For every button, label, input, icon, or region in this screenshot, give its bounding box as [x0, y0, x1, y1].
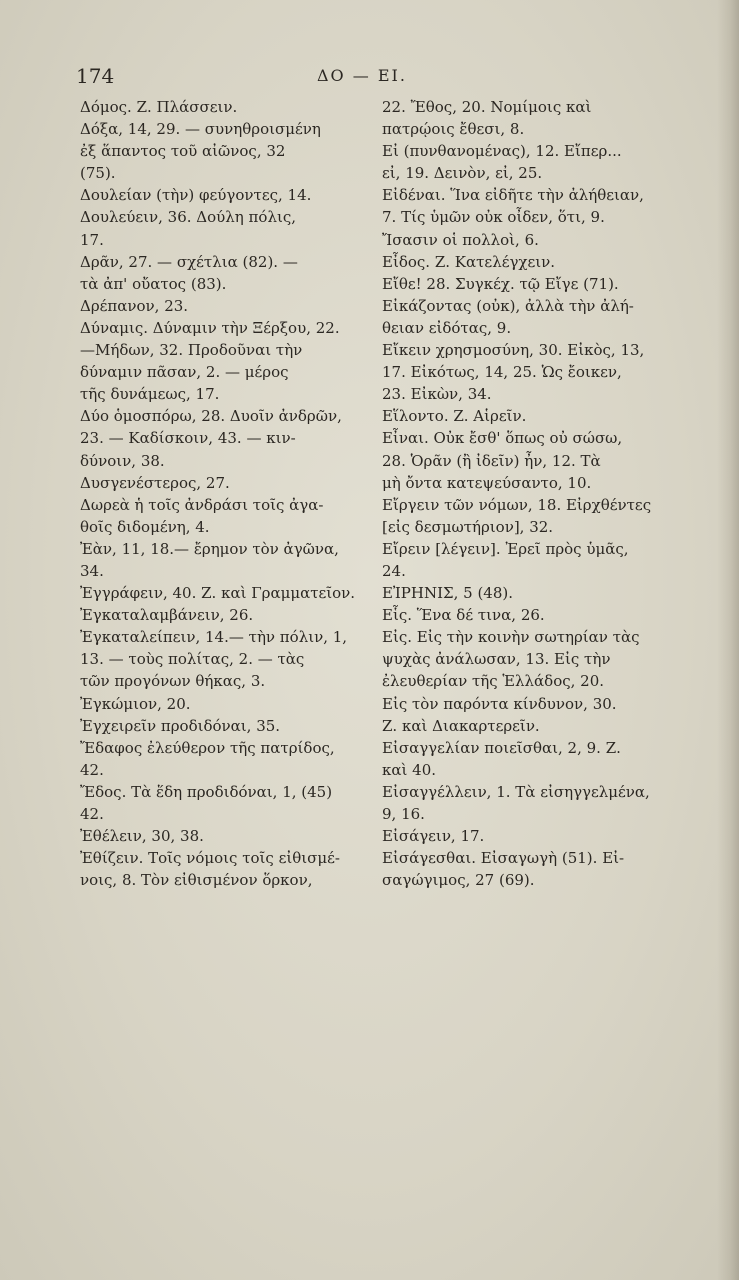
index-entry: [80, 604, 380, 626]
index-entry: [382, 339, 704, 405]
index-entry-line: Εἰ (πυνθανομένας), 12. Εἴπερ...: [382, 142, 622, 161]
index-entry: [382, 96, 704, 140]
index-entry-line: ΕἸΡΗΝΙΣ, 5 (48).: [382, 584, 514, 603]
index-entry: [80, 295, 380, 317]
index-entry-line: τὰ ἀπ' οὔατος (83).: [80, 274, 227, 293]
index-entry: [382, 273, 704, 295]
index-entry-line: Δωρεὰ ἡ τοῖς ἀνδράσι τοῖς ἀγα-: [80, 495, 324, 514]
index-entry: [80, 715, 380, 737]
index-entry-line: 17.: [80, 230, 104, 249]
index-entry-line: Εἰσάγεσθαι. Εἰσαγωγὴ (51). Εἰ-: [382, 849, 625, 868]
index-entry-line: δύναμιν πᾶσαν, 2. — μέρος: [80, 363, 289, 382]
index-entry-line: 7. Τίς ὑμῶν οὐκ οἶδεν, ὅτι, 9.: [382, 208, 605, 227]
index-entry-line: 28. Ὁρᾶν (ἢ ἰδεῖν) ἦν, 12. Τὰ: [382, 451, 601, 470]
index-entry-line: 13. — τοὺς πολίτας, 2. — τὰς: [80, 650, 305, 669]
index-entry-line: θειαν εἰδότας, 9.: [382, 318, 512, 337]
index-entry: [80, 118, 380, 184]
index-entry: [382, 582, 704, 604]
index-entry-line: Εἴθε! 28. Συγκέχ. τῷ Εἴγε (71).: [382, 274, 619, 293]
index-entry-line: (75).: [80, 164, 116, 183]
index-entry-line: καὶ 40.: [382, 760, 437, 779]
index-entry-line: Δύναμις. Δύναμιν τὴν Ξέρξου, 22.: [80, 318, 340, 337]
index-entry-line: θοῖς διδομένη, 4.: [80, 517, 210, 536]
index-entry: [382, 405, 704, 427]
index-entry-line: Δρᾶν, 27. — σχέτλια (82). —: [80, 252, 298, 271]
index-entry: [382, 825, 704, 847]
index-entry-line: 17. Εἰκότως, 14, 25. Ὡς ἔοικεν,: [382, 363, 622, 382]
index-entry-line: 34.: [80, 561, 104, 580]
index-entry-line: Εἰκάζοντας (οὐκ), ἀλλὰ τὴν ἀλή-: [382, 296, 634, 315]
index-entry-line: Ἐθέλειν, 30, 38.: [80, 827, 204, 846]
index-entry-line: Εἰσαγγέλλειν, 1. Τὰ εἰσηγγελμένα,: [382, 782, 650, 801]
index-entry-line: Εἶναι. Οὐκ ἔσθ' ὅπως οὐ σώσω,: [382, 429, 623, 448]
index-entry: [80, 626, 380, 692]
index-entry: [382, 604, 704, 626]
index-entry-line: Δυσγενέστερος, 27.: [80, 473, 230, 492]
index-entry-line: Ἔδος. Τὰ ἕδη προδιδόναι, 1, (45): [80, 782, 333, 801]
index-entry: [382, 781, 704, 825]
index-entry-line: Εἰσαγγελίαν ποιεῖσθαι, 2, 9. Ζ.: [382, 738, 621, 757]
index-entry: [80, 184, 380, 206]
index-entry-line: Ζ. καὶ Διακαρτερεῖν.: [382, 716, 540, 735]
index-entry-line: Ἐὰν, 11, 18.— ἔρημον τὸν ἀγῶνα,: [80, 539, 339, 558]
index-entry-line: Δουλεύειν, 36. Δούλη πόλις,: [80, 208, 296, 227]
index-entry-line: Ἐγγράφειν, 40. Ζ. καὶ Γραμματεῖον.: [80, 584, 356, 603]
index-entry-line: 42.: [80, 760, 104, 779]
index-entry: [80, 96, 380, 118]
index-entry: [80, 317, 380, 405]
index-entry-line: Εἵλοντο. Ζ. Αἱρεῖν.: [382, 407, 527, 426]
index-entry: [382, 251, 704, 273]
index-entry-line: 24.: [382, 561, 406, 580]
index-entry-line: Δόξα, 14, 29. — συνηθροισμένη: [80, 120, 321, 139]
index-entry: [80, 825, 380, 847]
index-entry: [80, 847, 380, 891]
index-entry-line: —Μήδων, 32. Προδοῦναι τὴν: [80, 341, 303, 360]
index-entry: [382, 184, 704, 250]
running-head: ΔΟ — ΕΙ.: [317, 66, 407, 85]
index-entry: [382, 737, 704, 781]
index-entry-line: Δουλείαν (τὴν) φεύγοντες, 14.: [80, 186, 312, 205]
index-entry: [80, 472, 380, 494]
index-entry-line: Εἷς. Ἕνα δέ τινα, 26.: [382, 606, 545, 625]
index-entry-line: ψυχὰς ἀνάλωσαν, 13. Εἰς τὴν: [382, 650, 611, 669]
index-column-left: [80, 96, 380, 891]
index-column-right: [382, 96, 704, 891]
index-entry: [80, 582, 380, 604]
index-entry: [80, 737, 380, 781]
index-entry: [80, 494, 380, 538]
index-entry-line: 23. Εἰκὼν, 34.: [382, 385, 492, 404]
index-entry-line: σαγώγιμος, 27 (69).: [382, 871, 535, 890]
index-entry-line: Ἐθίζειν. Τοῖς νόμοις τοῖς εἰθισμέ-: [80, 849, 340, 868]
index-entry-line: 9, 16.: [382, 805, 425, 823]
index-entry: [382, 626, 704, 736]
index-entry: [382, 295, 704, 339]
index-entry-line: 23. — Καδίσκοιν, 43. — κιν-: [80, 429, 296, 448]
index-entry-line: Εἰδέναι. Ἵνα εἰδῆτε τὴν ἀλήθειαν,: [382, 186, 644, 205]
index-entry-line: εἰ, 19. Δεινὸν, εἰ, 25.: [382, 164, 543, 183]
index-entry: [80, 206, 380, 250]
index-entry-line: Ἐγκαταλαμβάνειν, 26.: [80, 606, 254, 625]
index-entry-line: [εἰς δεσμωτήριον], 32.: [382, 517, 554, 536]
page-edge-shadow: [717, 0, 739, 1280]
index-entry-line: νοις, 8. Τὸν εἰθισμένον ὅρκον,: [80, 871, 313, 890]
page-header: [0, 64, 739, 92]
index-entry: [382, 494, 704, 538]
index-entry: [382, 140, 704, 184]
index-entry-line: Δύο ὁμοσπόρω, 28. Δυοῖν ἀνδρῶν,: [80, 407, 342, 426]
index-entry-line: τῆς δυνάμεως, 17.: [80, 385, 220, 404]
index-entry: [382, 427, 704, 493]
index-entry: [80, 781, 380, 825]
index-entry-line: Εἴργειν τῶν νόμων, 18. Εἰρχθέντες: [382, 495, 652, 514]
index-entry-line: πατρῴοις ἔθεσι, 8.: [382, 120, 525, 139]
index-entry-line: Ἐγχειρεῖν προδιδόναι, 35.: [80, 716, 281, 735]
index-entry-line: Εἴκειν χρησμοσύνη, 30. Εἰκὸς, 13,: [382, 341, 645, 360]
index-entry-line: Ἐγκαταλείπειν, 14.— τὴν πόλιν, 1,: [80, 628, 348, 647]
index-entry: [382, 847, 704, 891]
index-entry: [80, 251, 380, 295]
index-entry-line: Εἰς τὸν παρόντα κίνδυνον, 30.: [382, 694, 617, 713]
index-entry-line: Ἴσασιν οἱ πολλοὶ, 6.: [382, 230, 539, 249]
index-entry: [382, 538, 704, 582]
index-entry: [80, 405, 380, 471]
index-entry-line: μὴ ὄντα κατεψεύσαντο, 10.: [382, 473, 592, 492]
index-entry-line: Εἰς. Εἰς τὴν κοινὴν σωτηρίαν τὰς: [382, 628, 640, 647]
index-entry-line: Δρέπανον, 23.: [80, 296, 189, 315]
index-entry-line: τῶν προγόνων θήκας, 3.: [80, 672, 266, 691]
index-entry: [80, 538, 380, 582]
index-entry-line: Εἴρειν [λέγειν]. Ἐρεῖ πρὸς ὑμᾶς,: [382, 539, 629, 558]
index-entry-line: 42.: [80, 805, 104, 823]
index-entry-line: Εἶδος. Ζ. Κατελέγχειν.: [382, 252, 556, 271]
index-entry-line: Εἰσάγειν, 17.: [382, 827, 485, 846]
index-entry-line: ἐξ ἅπαντος τοῦ αἰῶνος, 32: [80, 142, 286, 161]
index-entry-line: 22. Ἔθος, 20. Νομίμοις καὶ: [382, 98, 592, 116]
page-number: 174: [76, 64, 115, 88]
index-entry: [80, 693, 380, 715]
index-entry-line: ἐλευθερίαν τῆς Ἑλλάδος, 20.: [382, 672, 605, 691]
index-entry-line: Ἐγκώμιον, 20.: [80, 694, 191, 713]
index-entry-line: Δόμος. Ζ. Πλάσσειν.: [80, 98, 238, 116]
index-entry-line: δύνοιν, 38.: [80, 451, 165, 470]
index-entry-line: Ἔδαφος ἐλεύθερον τῆς πατρίδος,: [80, 738, 335, 757]
